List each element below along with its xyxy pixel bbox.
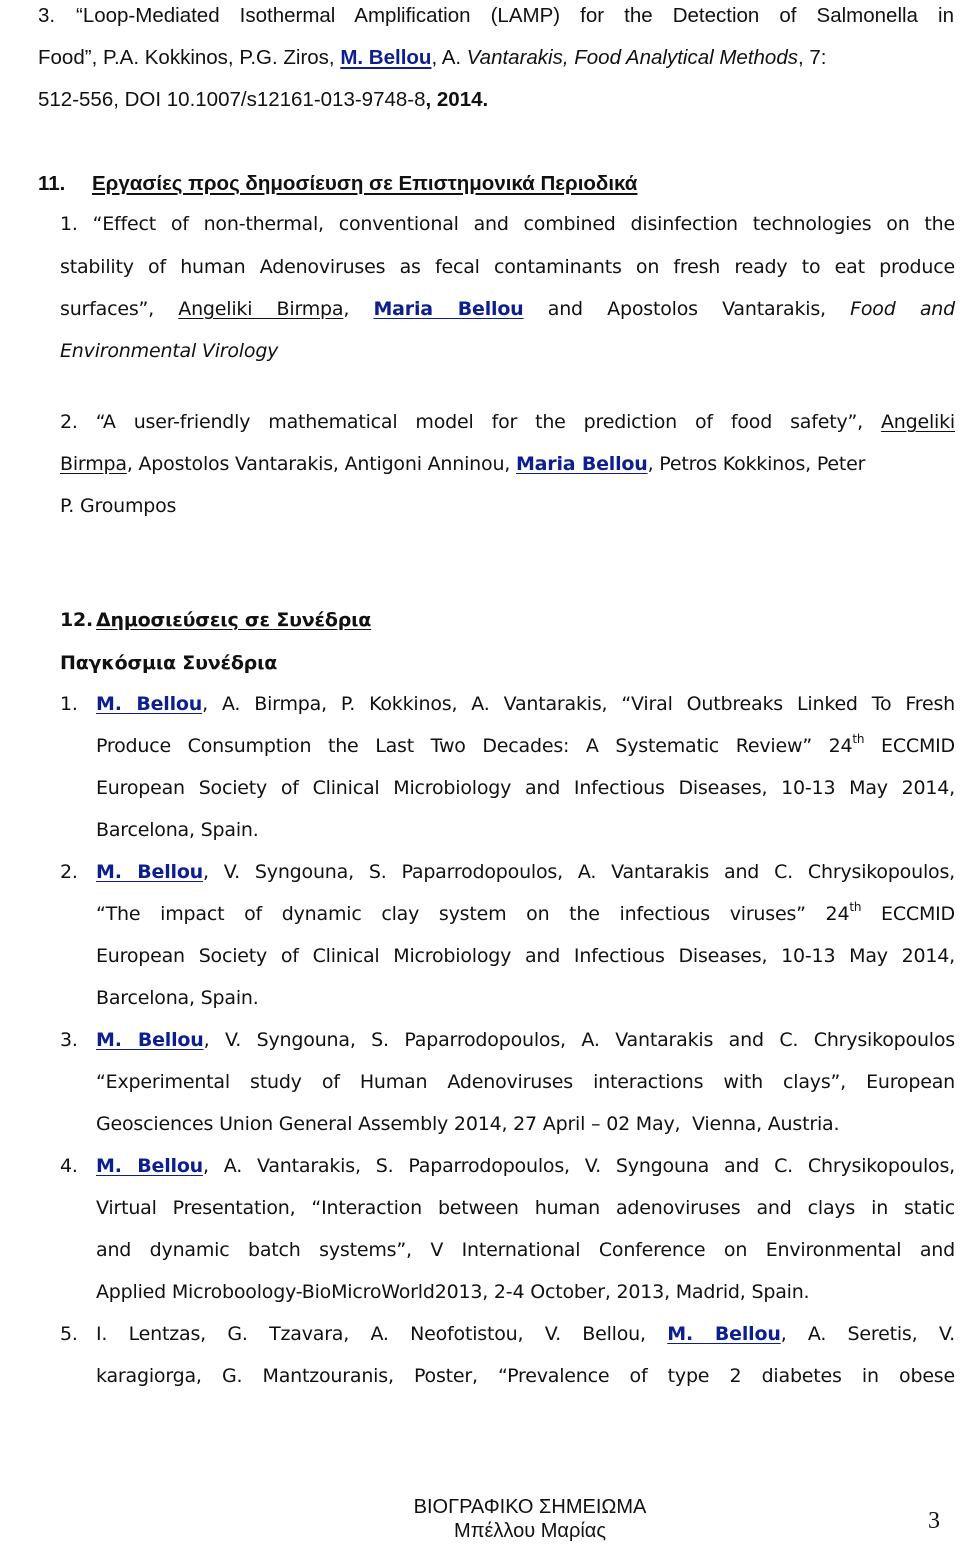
conf5-line1: I. Lentzas, G. Tzavara, A. Neofotistou, V. Bellou, M. Bellou, A. Seretis, V.	[96, 1323, 956, 1345]
item3-year: , 2014.	[425, 88, 489, 111]
s11-item1-line4: Environmental Virology	[60, 340, 279, 362]
conf2-number: 2.	[60, 861, 78, 883]
item3-highlight-author: M. Bellou	[340, 46, 432, 69]
s11-item1-line2: stability of human Adenoviruses as fecal contaminants on fresh ready to eat produce	[60, 256, 955, 278]
section11-number: 11.	[38, 172, 66, 195]
conf2-line3: European Society of Clinical Microbiology and Infectious Diseases, 10-13 May 2014,	[96, 945, 955, 967]
conf3-number: 3.	[60, 1029, 78, 1051]
s11-item2-line1: 2. “A user-friendly mathematical model for the prediction of food safety”, Angeliki	[60, 411, 955, 433]
conf2-line2: “The impact of dynamic clay system on the infectious viruses” 24th ECCMID	[96, 899, 955, 925]
conf2-highlight-author: M. Bellou	[96, 861, 204, 883]
conf4-number: 4.	[60, 1155, 78, 1177]
conf1-highlight-author: M. Bellou	[96, 693, 203, 715]
s11-item2-line2: Birmpa, Apostolos Vantarakis, Antigoni Anninou, Maria Bellou, Petros Kokkinos, Peter	[60, 453, 866, 475]
section12-heading: Δημοσιεύσεις σε Συνέδρια	[96, 609, 372, 631]
s11-item1-line1: 1. “Effect of non-thermal, conventional and combined disinfection technologies on the	[60, 213, 955, 235]
s11-item1-author1: Angeliki Birmpa	[178, 298, 344, 320]
conf5-number: 5.	[60, 1323, 78, 1345]
conf4-highlight-author: M. Bellou	[96, 1155, 204, 1177]
footer-title: ΒΙΟΓΡΑΦΙΚΟ ΣΗΜΕΙΩΜΑ	[413, 1496, 647, 1518]
item3-title: “Loop-Mediated Isothermal Amplification (LAMP) for the Detection of Salmonella in	[76, 4, 954, 27]
conf4-line4: Applied Microboology-BioMicroWorld2013, 2-4 October, 2013, Madrid, Spain.	[96, 1281, 810, 1303]
conf4-line1: M. Bellou, A. Vantarakis, S. Paparrodopoulos, V. Syngouna and C. Chrysikopoulos,	[96, 1155, 955, 1177]
conf5-line2: karagiorga, G. Mantzouranis, Poster, “Prevalence of type 2 diabetes in obese	[96, 1365, 955, 1387]
conf2-line1: M. Bellou, V. Syngouna, S. Paparrodopoulos, A. Vantarakis and C. Chrysikopoulos,	[96, 861, 955, 883]
page-number: 3	[928, 1508, 940, 1534]
conf1-line3: European Society of Clinical Microbiology and Infectious Diseases, 10-13 May 2014,	[96, 777, 955, 799]
conf3-line3: Geosciences Union General Assembly 2014, 27 April – 02 May, Vienna, Austria.	[96, 1113, 840, 1135]
item3-line1	[38, 4, 55, 28]
item3-number: 3.	[38, 4, 56, 27]
conf4-line3: and dynamic batch systems”, V International Conference on Environmental and	[96, 1239, 955, 1261]
footer-name: Μπέλλου Μαρίας	[454, 1520, 606, 1542]
conf2-line4: Barcelona, Spain.	[96, 987, 259, 1009]
conf1-number: 1.	[60, 693, 78, 715]
conf3-line2: “Experimental study of Human Adenoviruses interactions with clays”, European	[96, 1071, 955, 1093]
conf5-highlight-author: M. Bellou	[667, 1323, 781, 1345]
s11-item1-highlight-author: Maria Bellou	[373, 298, 524, 320]
conf4-line2: Virtual Presentation, “Interaction between human adenoviruses and clays in static	[96, 1197, 955, 1219]
item3-line2: Food”, P.A. Kokkinos, P.G. Ziros, M. Bellou, A. Vantarakis, Food Analytical Methods, 7:	[38, 46, 827, 69]
section12-number: 12.	[60, 609, 94, 631]
section12-subheading: Παγκόσμια Συνέδρια	[60, 652, 278, 674]
item3-journal: Vantarakis, Food Analytical Methods	[466, 46, 798, 69]
item3-title-line	[76, 4, 954, 28]
conf1-line4: Barcelona, Spain.	[96, 819, 259, 841]
conf1-line2: Produce Consumption the Last Two Decades: A Systematic Review” 24th ECCMID	[96, 731, 955, 757]
item3-line3: 512-556, DOI 10.1007/s12161-013-9748-8, 2014.	[38, 88, 489, 111]
section11-heading: Εργασίες προς δημοσίευση σε Επιστημονικά Περιοδικά	[92, 172, 638, 195]
conf3-line1: M. Bellou, V. Syngouna, S. Paparrodopoulos, A. Vantarakis and C. Chrysikopoulos	[96, 1029, 955, 1051]
conf1-line1: M. Bellou, A. Birmpa, P. Kokkinos, A. Vantarakis, “Viral Outbreaks Linked To Fresh	[96, 693, 955, 715]
conf3-highlight-author: M. Bellou	[96, 1029, 204, 1051]
s11-item2-line3: P. Groumpos	[60, 495, 177, 517]
s11-item2-highlight-author: Maria Bellou	[515, 453, 648, 475]
s11-item1-line3: surfaces”, Angeliki Birmpa, Maria Bellou and Apostolos Vantarakis, Food and	[60, 298, 955, 320]
